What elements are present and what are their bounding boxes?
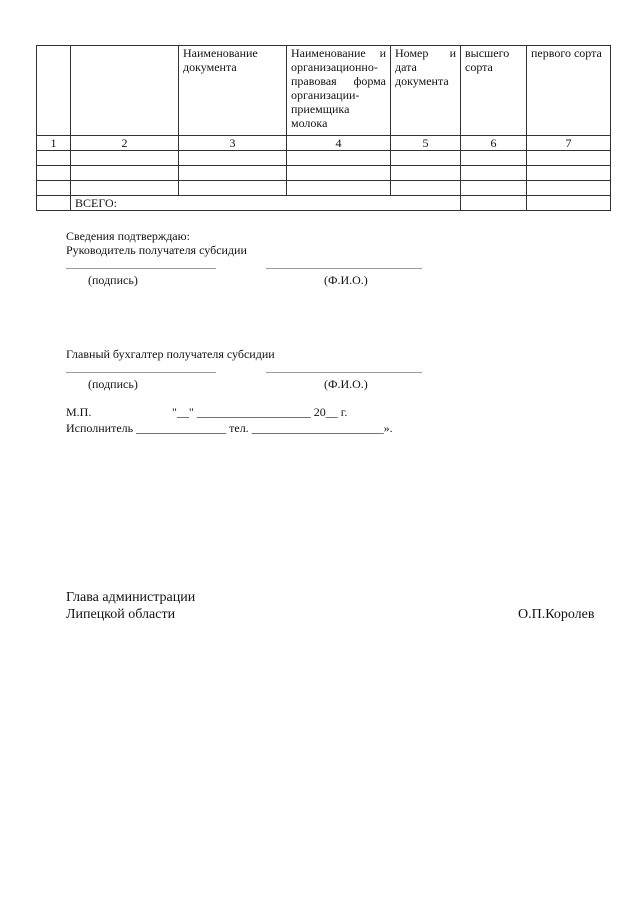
empty-cell xyxy=(179,151,287,166)
signatory-title-line-2: Липецкой области xyxy=(66,607,176,622)
empty-cell xyxy=(391,181,461,196)
header-cell-6 xyxy=(461,46,527,136)
index-cell: 2 xyxy=(71,136,179,151)
signature-line xyxy=(66,372,216,373)
fio-caption: (Ф.И.О.) xyxy=(324,377,368,391)
table-header-row xyxy=(37,46,611,136)
header-first-grade: первого сорта xyxy=(531,46,602,60)
header-4-line-1: Наименование и xyxy=(291,46,386,60)
fio-line xyxy=(266,268,422,269)
signature-caption: (подпись) xyxy=(88,377,138,391)
total-row xyxy=(37,196,611,211)
empty-cell xyxy=(179,166,287,181)
signature-caption: (подпись) xyxy=(88,273,138,287)
header-cell-5 xyxy=(391,46,461,136)
data-table xyxy=(36,45,611,211)
total-label: ВСЕГО: xyxy=(71,196,461,211)
date-field: "__" ___________________ 20__ г. xyxy=(172,405,348,419)
column-index-row xyxy=(37,136,611,151)
empty-cell xyxy=(461,166,527,181)
header-top-grade: высшего сорта xyxy=(465,46,510,74)
fio-caption: (Ф.И.О.) xyxy=(324,273,368,287)
empty-cell xyxy=(37,166,71,181)
header-4-line-5: приемщика xyxy=(291,102,350,116)
empty-cell xyxy=(287,166,391,181)
header-5-line-1: Номер и xyxy=(395,46,456,60)
header-4-line-3: правовая форма xyxy=(291,74,386,88)
index-cell: 5 xyxy=(391,136,461,151)
empty-cell xyxy=(527,166,611,181)
empty-cell xyxy=(71,166,179,181)
header-cell-7 xyxy=(527,46,611,136)
empty-cell xyxy=(287,181,391,196)
fio-line xyxy=(266,372,422,373)
header-4-line-2: организационно- xyxy=(291,60,378,74)
header-cell-4 xyxy=(287,46,391,136)
table-row xyxy=(37,166,611,181)
head-title: Руководитель получателя субсидии xyxy=(66,243,247,257)
empty-cell xyxy=(37,181,71,196)
index-cell: 3 xyxy=(179,136,287,151)
table-row xyxy=(37,151,611,166)
signatory-name: О.П.Королев xyxy=(518,607,595,622)
empty-cell xyxy=(37,196,71,211)
empty-cell xyxy=(287,151,391,166)
index-cell: 7 xyxy=(527,136,611,151)
header-cell-3 xyxy=(179,46,287,136)
header-doc-name: Наименование документа xyxy=(183,46,258,74)
empty-cell xyxy=(391,151,461,166)
header-5-line-3: документа xyxy=(395,74,449,88)
signature-line xyxy=(66,268,216,269)
empty-cell xyxy=(527,151,611,166)
confirm-heading: Сведения подтверждаю: xyxy=(66,229,190,243)
index-cell: 1 xyxy=(37,136,71,151)
signatory-title-line-1: Глава администрации xyxy=(66,590,196,605)
executor-field: Исполнитель _______________ тел. ______________________». xyxy=(66,421,393,435)
empty-cell xyxy=(461,151,527,166)
empty-cell xyxy=(527,181,611,196)
table-row xyxy=(37,181,611,196)
index-cell: 6 xyxy=(461,136,527,151)
empty-cell xyxy=(71,151,179,166)
empty-cell xyxy=(391,166,461,181)
empty-cell xyxy=(71,181,179,196)
empty-cell xyxy=(527,196,611,211)
header-4-line-6: молока xyxy=(291,116,328,130)
header-4-line-4: организации- xyxy=(291,88,360,102)
header-5-line-2: дата xyxy=(395,60,417,74)
empty-cell xyxy=(461,181,527,196)
accountant-title: Главный бухгалтер получателя субсидии xyxy=(66,347,275,361)
empty-cell xyxy=(461,196,527,211)
empty-cell xyxy=(37,151,71,166)
stamp-mark: М.П. xyxy=(66,405,92,419)
header-cell-1 xyxy=(37,46,71,136)
header-cell-2 xyxy=(71,46,179,136)
empty-cell xyxy=(179,181,287,196)
index-cell: 4 xyxy=(287,136,391,151)
